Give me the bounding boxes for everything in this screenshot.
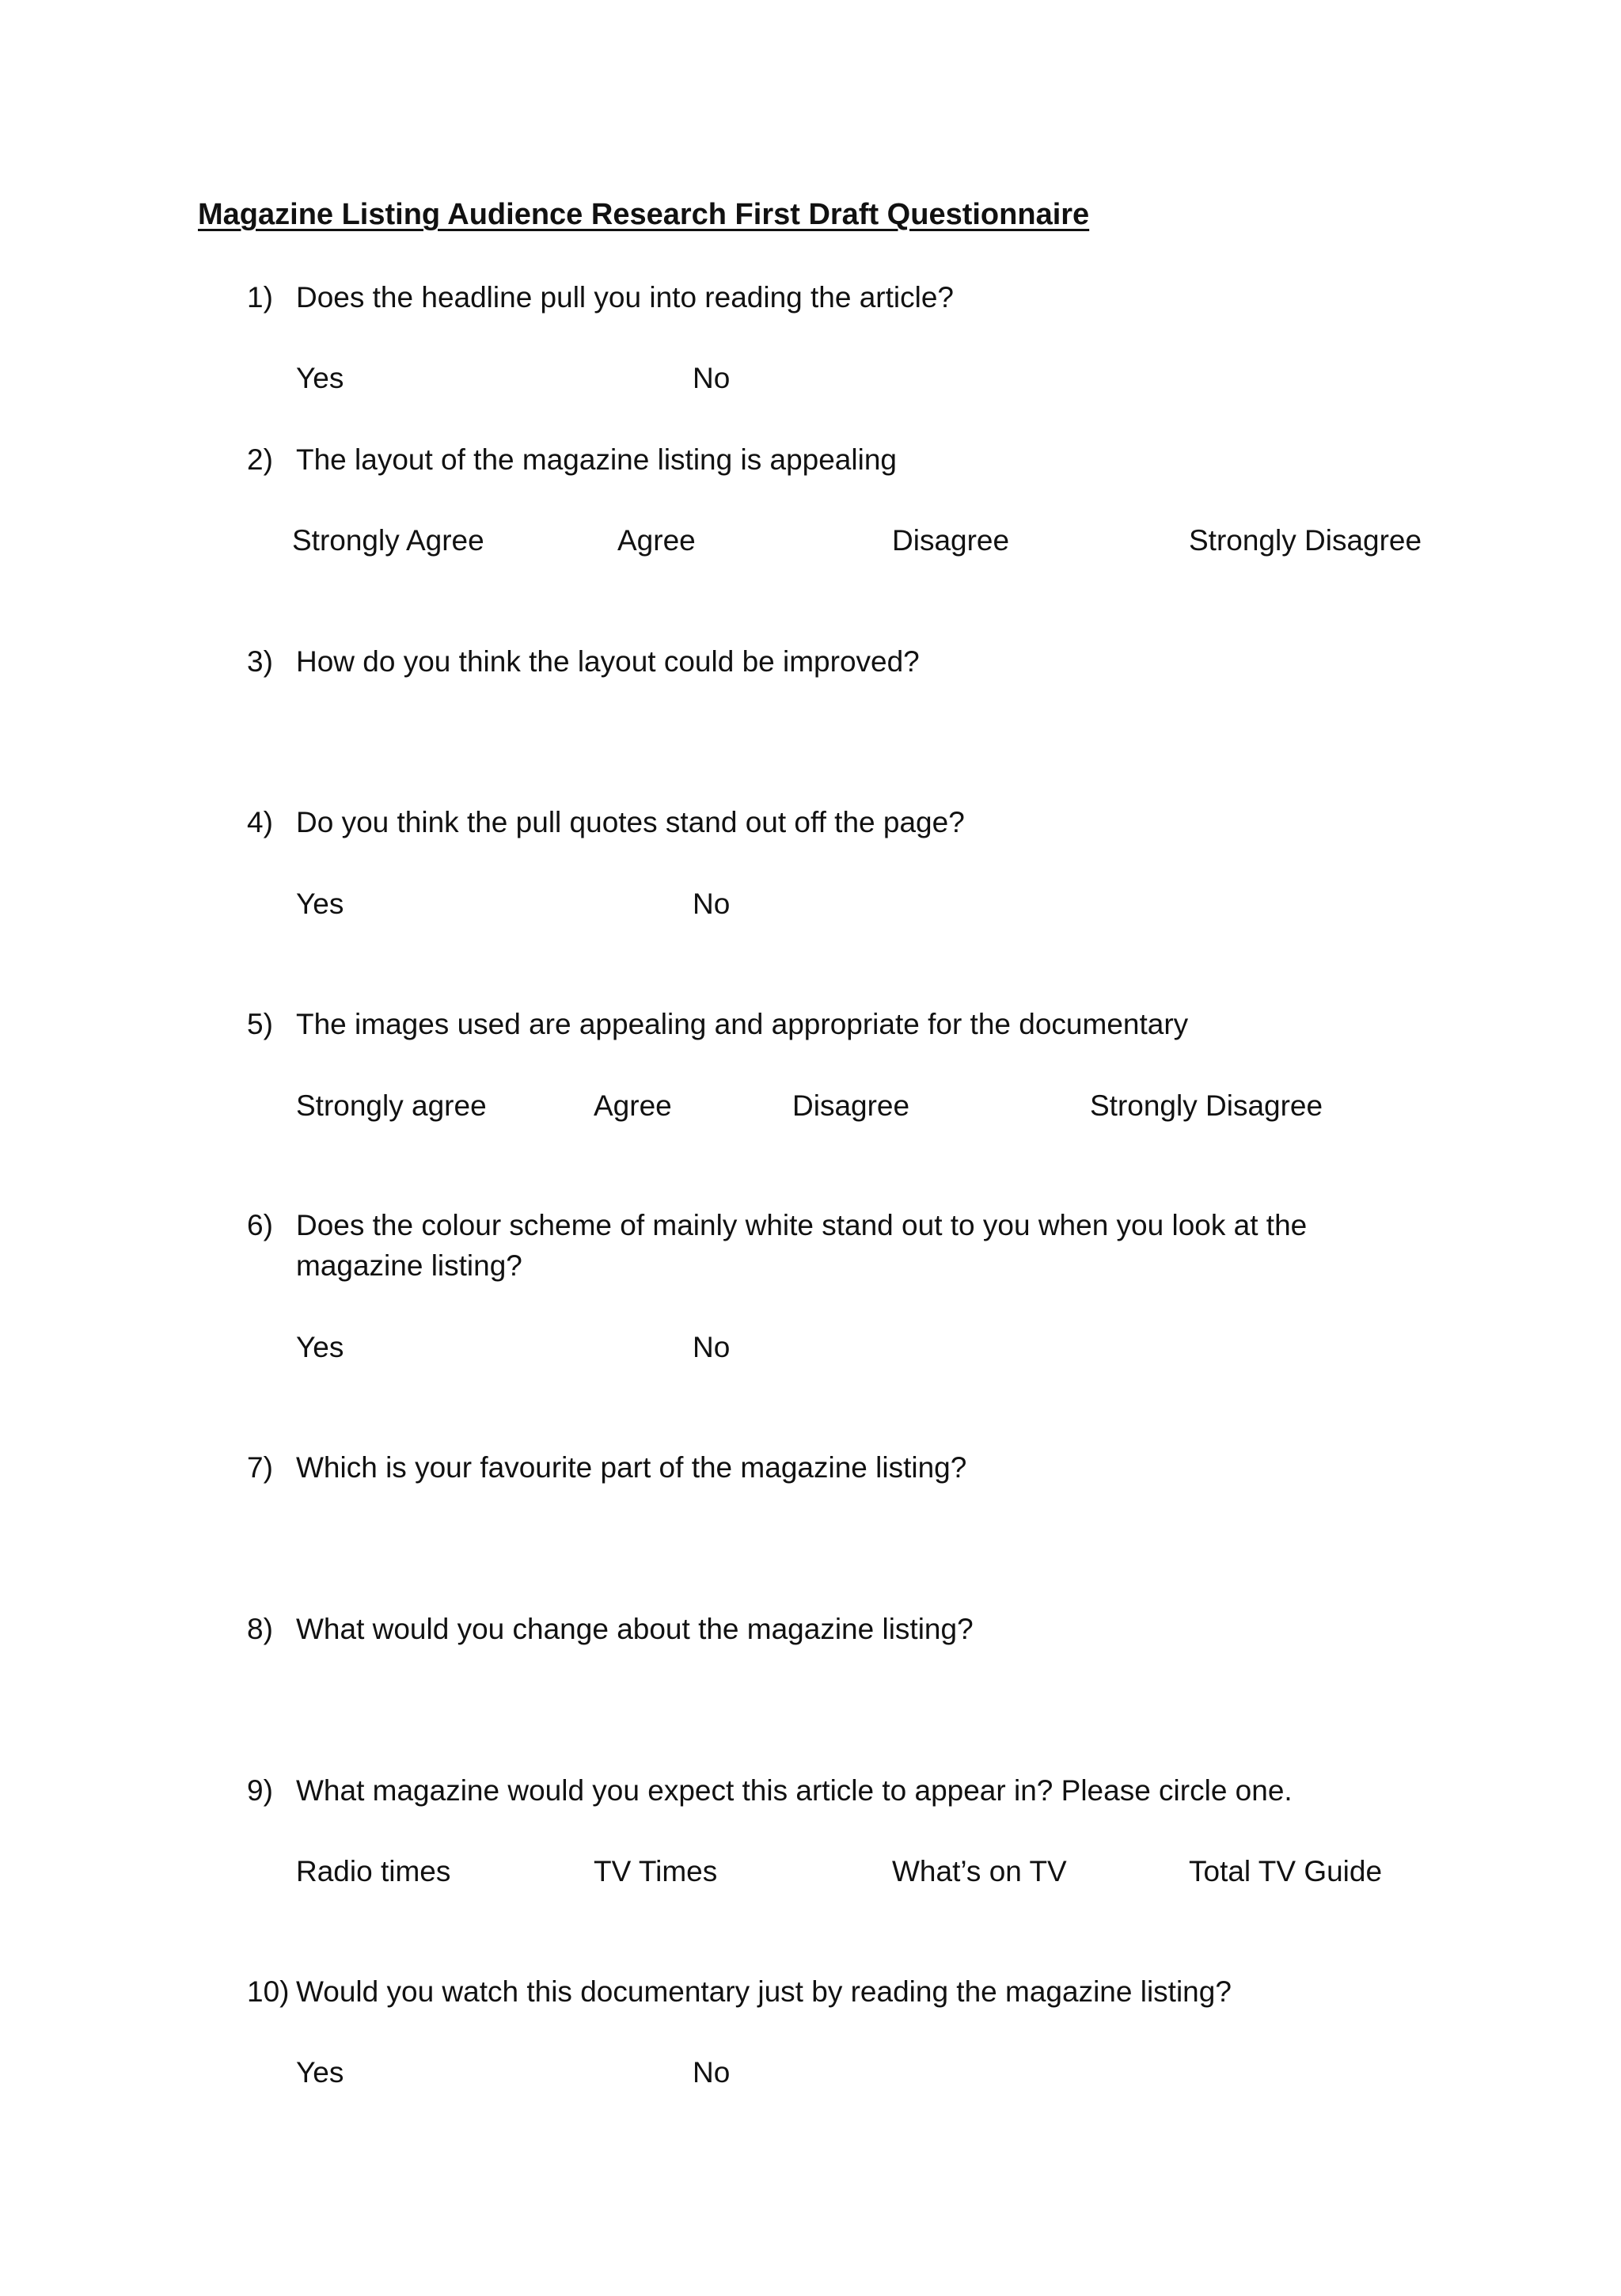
- answer-option-no: No: [693, 888, 731, 920]
- question-number: 5): [247, 1008, 273, 1040]
- answer-option-agree: Agree: [617, 524, 696, 557]
- question-number: 2): [247, 443, 273, 476]
- answer-option-no: No: [693, 362, 731, 394]
- answer-option-tv-times: TV Times: [594, 1855, 718, 1887]
- answer-option-yes: Yes: [296, 888, 344, 920]
- question-number: 8): [247, 1613, 273, 1645]
- answer-option-strongly-disagree: Strongly Disagree: [1189, 524, 1422, 557]
- question-text: Do you think the pull quotes stand out off the page?: [296, 806, 965, 838]
- question-number: 6): [247, 1209, 273, 1241]
- question-number: 7): [247, 1451, 273, 1484]
- answer-option-whats-on-tv: What’s on TV: [892, 1855, 1067, 1887]
- question-text: Would you watch this documentary just by reading the magazine listing?: [296, 1975, 1232, 2008]
- answer-option-no: No: [693, 1331, 731, 1363]
- question-text: Does the headline pull you into reading the article?: [296, 281, 955, 314]
- answer-option-agree: Agree: [594, 1089, 672, 1122]
- question-text: Which is your favourite part of the magazine listing?: [296, 1451, 967, 1484]
- answer-option-yes: Yes: [296, 1331, 344, 1363]
- question-text-continued: magazine listing?: [296, 1249, 522, 1282]
- question-text: Does the colour scheme of mainly white stand out to you when you look at the: [296, 1209, 1308, 1241]
- answer-option-no: No: [693, 2056, 731, 2089]
- question-number: 9): [247, 1774, 273, 1807]
- question-text: The images used are appealing and appropriate for the documentary: [296, 1008, 1189, 1040]
- answer-option-strongly-agree: Strongly Agree: [292, 524, 484, 557]
- answer-option-radio-times: Radio times: [296, 1855, 451, 1887]
- question-text: The layout of the magazine listing is appealing: [296, 443, 897, 476]
- question-number: 4): [247, 806, 273, 838]
- question-text: How do you think the layout could be improved?: [296, 645, 920, 678]
- answer-option-yes: Yes: [296, 2056, 344, 2089]
- answer-option-yes: Yes: [296, 362, 344, 394]
- question-text: What magazine would you expect this article to appear in? Please circle one.: [296, 1774, 1293, 1807]
- question-number: 10): [247, 1975, 290, 2008]
- answer-option-total-tv-guide: Total TV Guide: [1189, 1855, 1383, 1887]
- answer-option-strongly-disagree: Strongly Disagree: [1090, 1089, 1323, 1122]
- answer-option-disagree: Disagree: [892, 524, 1010, 557]
- question-number: 1): [247, 281, 273, 314]
- question-number: 3): [247, 645, 273, 678]
- answer-option-disagree: Disagree: [792, 1089, 910, 1122]
- document-title: Magazine Listing Audience Research First Draft Questionnaire: [198, 198, 1090, 231]
- question-text: What would you change about the magazine listing?: [296, 1613, 974, 1645]
- answer-option-strongly-agree: Strongly agree: [296, 1089, 487, 1122]
